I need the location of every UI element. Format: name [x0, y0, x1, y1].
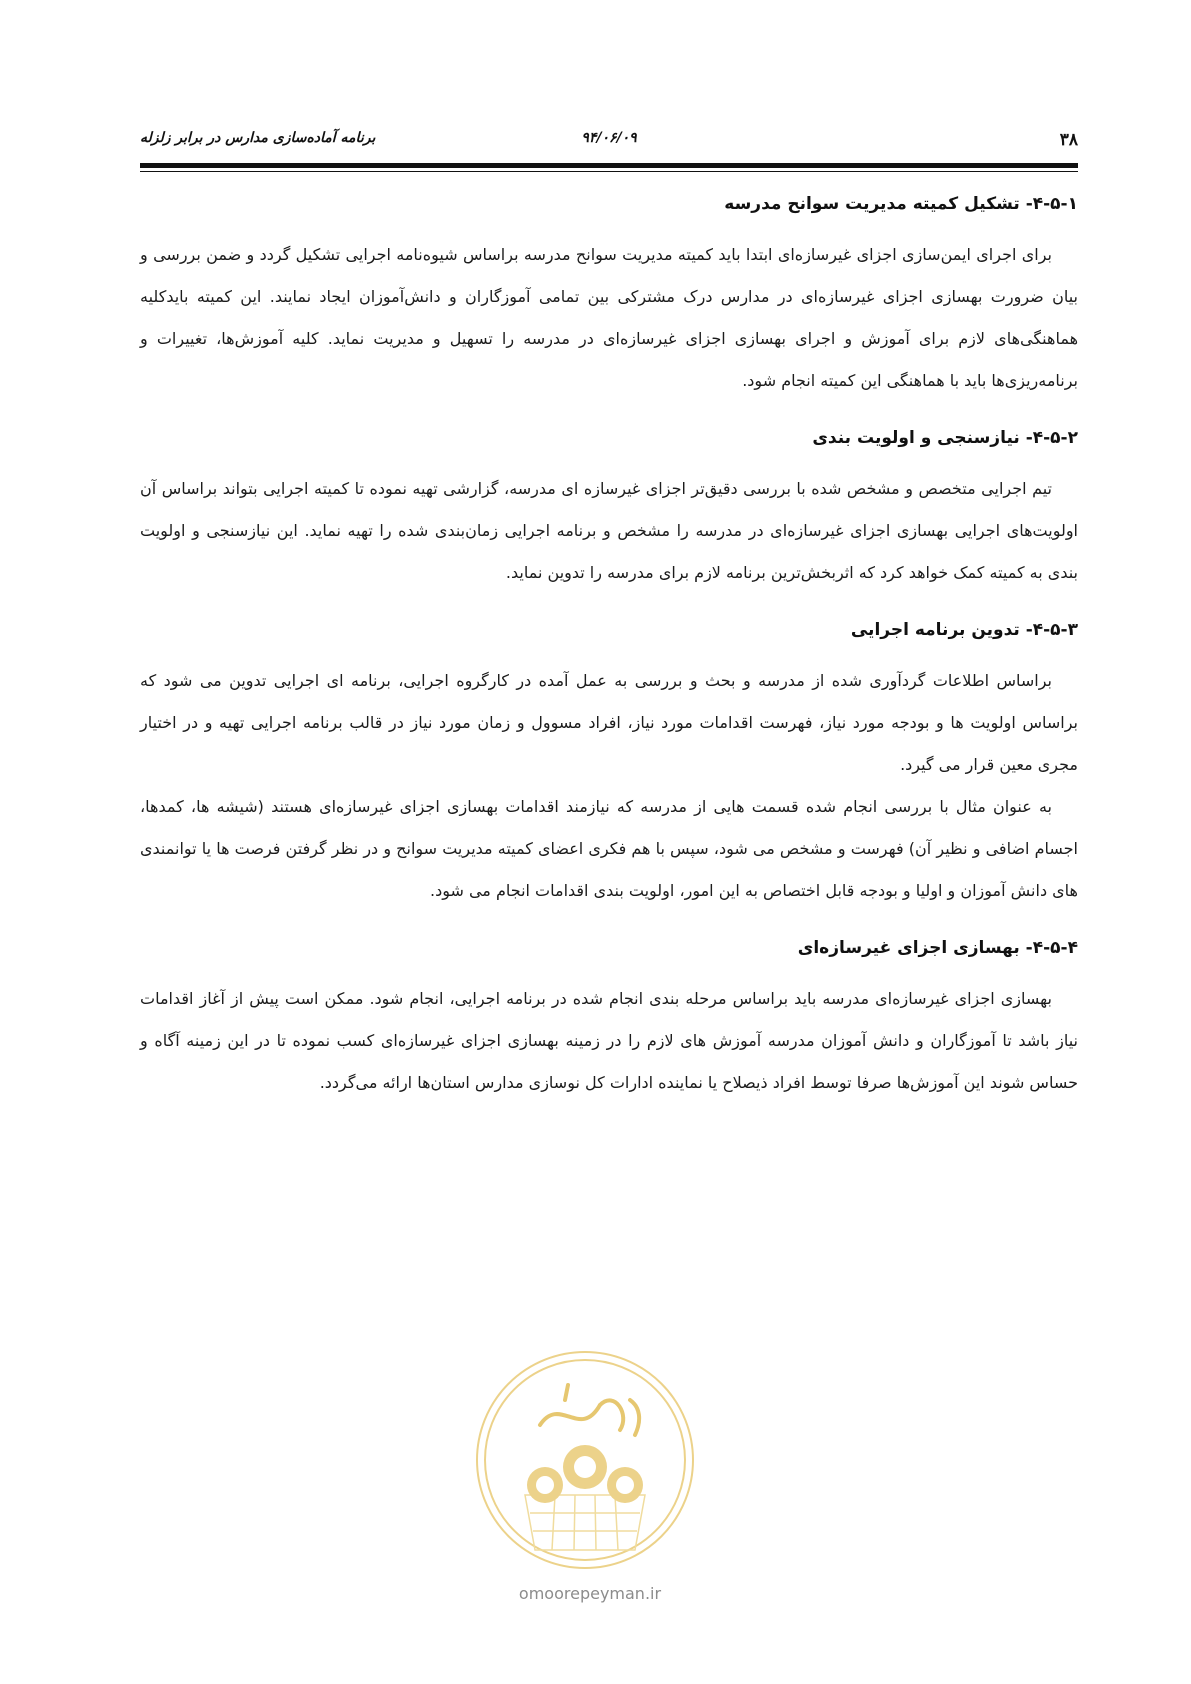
- section-retrofit: [140, 934, 1078, 1104]
- running-header: [140, 130, 1078, 154]
- header-date: ۹۴/۰۶/۰۹: [581, 130, 637, 146]
- paragraph: براساس اطلاعات گردآوری شده از مدرسه و بحث و بررسی به عمل آمده در کارگروه اجرایی، برنامه ای اجرایی تدوین می شود که براساس اولویت ها و بودجه مورد نیاز، فهرست اقدامات مورد نیاز، افراد مسوول و زمان مورد نیاز در قالب برنامه اجرایی تهیه و در اختیار مجری معین قرار می گیرد.: [140, 671, 1078, 774]
- section-committee: [140, 190, 1078, 402]
- section-heading: ۴-۵-۱- تشکیل کمیته مدیریت سوانح مدرسه: [724, 194, 1078, 214]
- section-action-plan: [140, 616, 1078, 912]
- paragraph: برای اجرای ایمن‌سازی اجزای غیرسازه‌ای ابتدا باید کمیته مدیریت سوانح مدرسه براساس شیوه‌نامه اجرایی تشکیل گردد و ضمن بررسی و بیان ضرورت بهسازی اجزای غیرسازه‌ای در مدارس درک مشترکی بین تمامی آموزگاران و دانش‌آموزان ایجاد نمایند. این کمیته بایدکلیه هماهنگی‌های لازم برای آموزش و اجرای بهسازی اجزای غیرسازه‌ای در مدرسه را تسهیل و مدیریت نماید. کلیه آموزش‌ها، تغییرات و برنامه‌ریزی‌ها باید با هماهنگی این کمیته انجام شود.: [140, 245, 1078, 390]
- document-body: [140, 186, 1078, 1126]
- header-rule-thick: [140, 163, 1078, 168]
- header-rule-thin: [140, 171, 1078, 172]
- paragraph: بهسازی اجزای غیرسازه‌ای مدرسه باید براساس مرحله بندی انجام شده در برنامه اجرایی، انجام شود. ممکن است پیش از آغاز اقدامات نیاز باشد تا آموزگاران و دانش آموزان مدرسه آموزش های لازم را در زمینه بهسازی اجزای غیرسازه‌ای کسب نموده تا در این زمینه آگاه و حساس شوند این آموزش‌ها صرفا توسط افراد ذیصلاح یا نماینده ادارات کل نوسازی مدارس استان‌ها ارائه می‌گردد.: [140, 989, 1078, 1092]
- header-title: برنامه آماده‌سازی مدارس در برابر زلزله: [140, 130, 376, 146]
- section-heading: ۴-۵-۲- نیازسنجی و اولویت بندی: [812, 428, 1078, 448]
- watermark-logo-icon: [470, 1345, 700, 1575]
- section-needs-assessment: [140, 424, 1078, 594]
- paragraph: تیم اجرایی متخصص و مشخص شده با بررسی دقیق‌تر اجزای غیرسازه ای مدرسه، گزارشی تهیه نموده تا کمیته اجرایی بتواند براساس آن اولویت‌های اجرایی بهسازی اجزای غیرسازه‌ای در مدرسه را مشخص و برنامه اجرایی زمان‌بندی شده را تهیه نماید. این نیازسنجی و اولویت بندی به کمیته کمک خواهد کرد که اثربخش‌ترین برنامه لازم برای مدرسه را تدوین نماید.: [140, 479, 1078, 582]
- paragraph: به عنوان مثال با بررسی انجام شده قسمت هایی از مدرسه که نیازمند اقدامات بهسازی اجزای غیرسازه‌ای هستند (شیشه ها، کمدها، اجسام اضافی و نظیر آن) فهرست و مشخص می شود، سپس با هم فکری اعضای کمیته مدیریت سوانح و در نظر گرفتن فرصت ها یا توانمندی های دانش آموزان و اولیا و بودجه قابل اختصاص به این امور، اولویت بندی اقدامات انجام می شود.: [140, 797, 1078, 900]
- section-heading: ۴-۵-۴- بهسازی اجزای غیرسازه‌ای: [797, 938, 1078, 958]
- page-number: ۳۸: [1059, 130, 1078, 150]
- section-heading: ۴-۵-۳- تدوین برنامه اجرایی: [850, 620, 1078, 640]
- watermark-url: omoorepeyman.ir: [518, 1584, 662, 1603]
